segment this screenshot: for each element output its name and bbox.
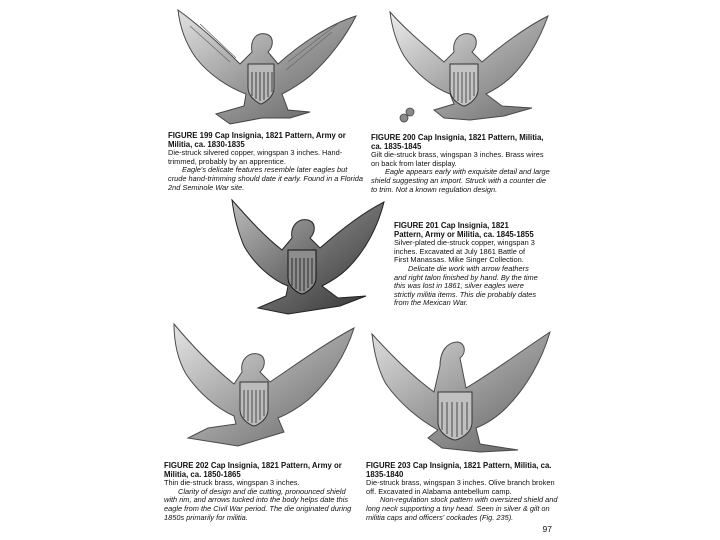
figure-description: Die-struck silvered copper, wingspan 3 inches. Hand-trimmed, probably by an apprentice. <box>168 148 343 166</box>
figure-199-caption <box>168 132 364 192</box>
figure-note: Non-regulation stock pattern with oversized shield and long neck supporting a tiny head. Seen in silver & gilt on militia caps and officers' cockades (Fig. 235). <box>366 495 558 522</box>
figure-note: Clarity of design and die cutting, pronounced shield with rim, and arrows tucked into the body helps date this eagle from the Civil War period. The die originated during 1850s primarily for militia. <box>164 486 352 522</box>
figure-label: FIGURE 202 <box>164 461 209 470</box>
figure-203-caption <box>366 462 560 522</box>
figure-note: Delicate die work with arrow feathers and right talon finished by hand. By the time this was lost in 1861, silver eagles were strictly militia items. This die probably dates from the Mexican War. <box>394 263 538 308</box>
eagle-insignia-photo-199 <box>170 6 360 128</box>
figure-heading <box>366 462 560 479</box>
eagle-insignia-photo-203 <box>368 326 554 456</box>
figure-title: Cap Insignia, 1821 Pattern, Army or Militia, ca. 1845-1855 <box>394 221 534 239</box>
figure-title: Cap Insignia, 1821 Pattern, Army or Militia, ca. 1830-1835 <box>168 131 346 149</box>
figure-201-caption <box>394 222 540 308</box>
figure-heading <box>394 222 540 239</box>
figure-description: Die-struck brass, wingspan 3 inches. Olive branch broken off. Excavated in Alabama antebellum camp. <box>366 478 555 496</box>
figure-heading <box>168 132 364 149</box>
figure-note: Eagle's delicate features resemble later eagles but crude hand-trimming should date it early. Found in a Florida 2nd Seminole War site. <box>168 165 363 192</box>
figure-heading <box>164 462 360 479</box>
eagle-insignia-photo-201 <box>228 196 388 320</box>
figure-note: Eagle appears early with exquisite detail and large shield suggesting an import. Struck with a counter die to trim. Not a known regulation design. <box>371 167 550 194</box>
eagle-203-image <box>368 326 554 456</box>
figure-label: FIGURE 200 <box>371 133 416 142</box>
figure-heading <box>371 134 553 151</box>
figure-description: Gilt die-struck brass, wingspan 3 inches. Brass wires on back from later display. <box>371 150 544 168</box>
page-number: 97 <box>542 524 552 534</box>
figure-title: Cap Insignia, 1821 Pattern, Militia, ca. 1835-1845 <box>371 133 544 151</box>
figure-title: Cap Insignia, 1821 Pattern, Army or Militia, ca. 1850-1865 <box>164 461 342 479</box>
figure-label: FIGURE 199 <box>168 131 213 140</box>
figure-title: Cap Insignia, 1821 Pattern, Militia, ca. 1835-1840 <box>366 461 552 479</box>
eagle-199-image <box>170 6 360 128</box>
eagle-202-image <box>168 320 358 454</box>
figure-label: FIGURE 203 <box>366 461 411 470</box>
eagle-200-image <box>384 8 552 130</box>
figure-200-caption <box>371 134 553 194</box>
figure-description: Thin die-struck brass, wingspan 3 inches. <box>164 478 300 488</box>
eagle-insignia-photo-200 <box>384 8 552 130</box>
eagle-insignia-photo-202 <box>168 320 358 454</box>
figure-label: FIGURE 201 <box>394 221 439 230</box>
figure-description: Silver-plated die-struck copper, wingspan 3 inches. Excavated at July 1861 Battle of First Manassas. Mike Singer Collection. <box>394 238 535 265</box>
figure-202-caption <box>164 462 360 522</box>
eagle-201-image <box>228 196 388 320</box>
